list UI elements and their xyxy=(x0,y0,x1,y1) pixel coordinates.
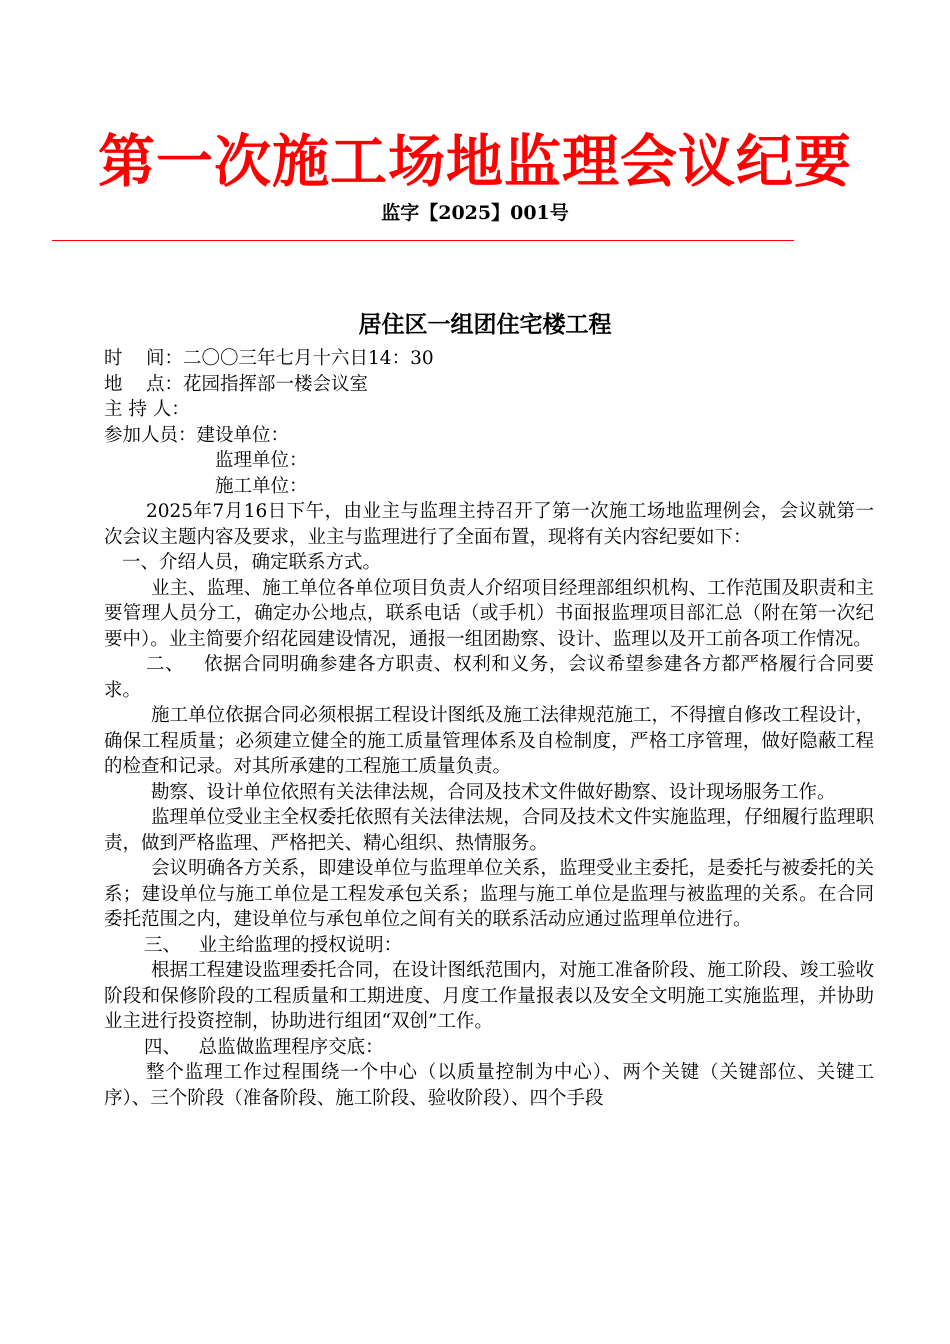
section-1-heading: 一、介绍人员，确定联系方式。 xyxy=(122,552,382,573)
section-2-paragraph-4: 会议明确各方关系，即建设单位与监理单位关系，监理受业主委托，是委托与被委托的关系；建设单位与施工单位是工程发承包关系；监理与施工单位是监理与被监理的关系。在合同委托范围之内，建设单位与承包单位之间有关的联系活动应通过监理单位进行。 xyxy=(104,858,874,930)
meeting-time: 时 间：二〇〇三年七月十六日14：30 xyxy=(104,348,434,369)
document-number: 监字【2025】001号 xyxy=(381,202,569,224)
intro-paragraph: 2025年7月16日下午，由业主与监理主持召开了第一次施工场地监理例会，会议就第一次会议主题内容及要求，业主与监理进行了全面布置，现将有关内容纪要如下： xyxy=(104,501,874,548)
participants-supervision-unit: 监理单位： xyxy=(215,450,308,471)
participants-construction-unit: 施工单位： xyxy=(215,475,308,497)
document-title: 第一次施工场地监理会议纪要 xyxy=(98,129,852,195)
section-3-body: 根据工程建设监理委托合同，在设计图纸范围内，对施工准备阶段、施工阶段、竣工验收阶段和保修阶段的工程质量和工期进度、月度工作量报表以及安全文明施工实施监理，并协助业主进行投资控制，协助进行组团“双创”工作。 xyxy=(104,960,874,1032)
document-body xyxy=(104,346,874,1111)
section-4-body: 整个监理工作过程围绕一个中心（以质量控制为中心）、两个关键（关键部位、关键工序）、三个阶段（准备阶段、施工阶段、验收阶段）、四个手段 xyxy=(104,1062,874,1109)
section-2-paragraph-2: 勘察、设计单位依照有关法律法规，合同及技术文件做好勘察、设计现场服务工作。 xyxy=(151,781,836,803)
meeting-host: 主 持 人： xyxy=(104,399,190,420)
section-4-heading: 四、 总监做监理程序交底： xyxy=(144,1036,384,1058)
project-title: 居住区一组团住宅楼工程 xyxy=(358,312,612,338)
participants-construction-owner: 参加人员：建设单位： xyxy=(104,424,290,446)
meeting-place: 地 点：花园指挥部一楼会议室 xyxy=(104,373,369,395)
section-2-heading: 二、 依据合同明确参建各方职责、权利和义务，会议希望参建各方都严格履行合同要求。 xyxy=(104,654,874,701)
section-3-heading: 三、 业主给监理的授权说明： xyxy=(144,934,403,956)
section-1-body: 业主、监理、施工单位各单位项目负责人介绍项目经理部组织机构、工作范围及职责和主要管理人员分工，确定办公地点，联系电话（或手机）书面报监理项目部汇总（附在第一次纪要中）。业主简要介绍花园建设情况，通报一组团勘察、设计、监理以及开工前各项工作情况。 xyxy=(104,577,874,650)
section-2-paragraph-3: 监理单位受业主全权委托依照有关法律法规，合同及技术文件实施监理，仔细履行监理职责，做到严格监理、严格把关、精心组织、热情服务。 xyxy=(104,807,874,854)
red-divider xyxy=(52,240,794,241)
section-2-paragraph-1: 施工单位依据合同必须根据工程设计图纸及施工法律规范施工，不得擅自修改工程设计，确保工程质量；必须建立健全的施工质量管理体系及自检制度，严格工序管理，做好隐蔽工程的检查和记录。对其所承建的工程施工质量负责。 xyxy=(104,705,874,777)
